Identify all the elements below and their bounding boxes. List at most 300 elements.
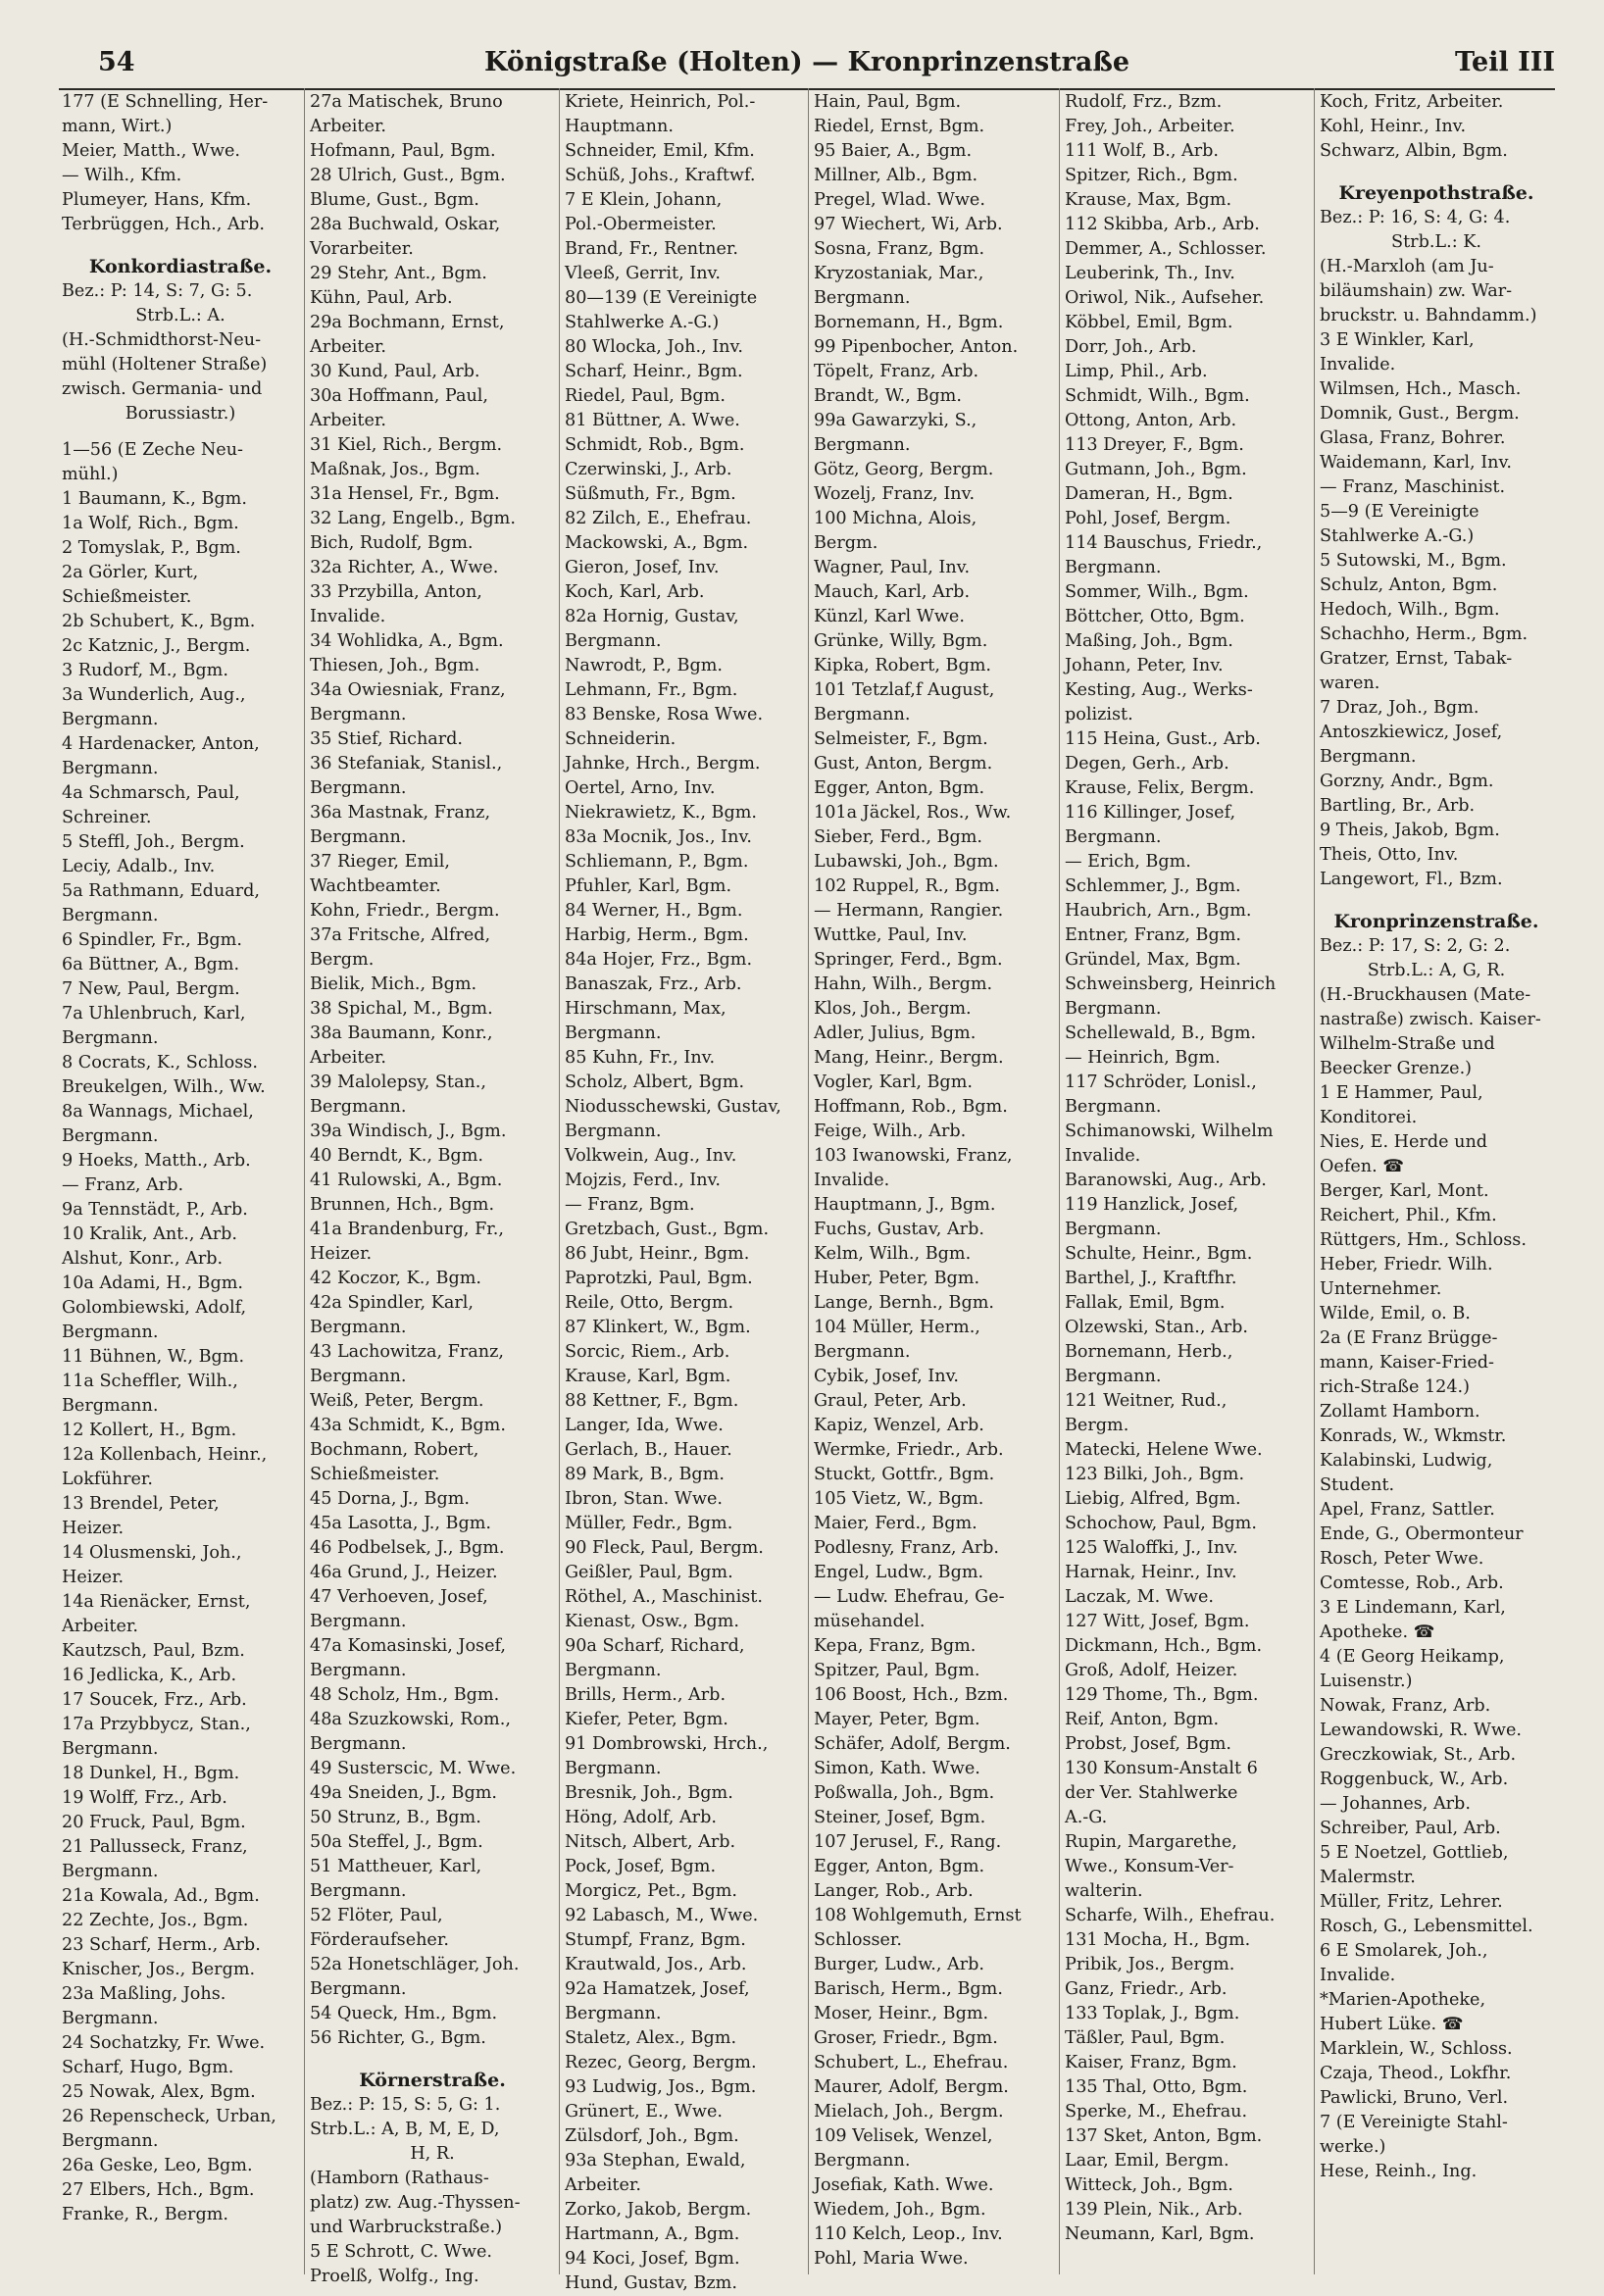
resident-entry: Leciy, Adalb., Inv. xyxy=(62,857,216,876)
resident-entry: 38a Baumann, Konr., xyxy=(310,1023,493,1043)
resident-entry: — Ludw. Ehefrau, Ge- xyxy=(814,1587,1005,1607)
resident-entry: Kryzostaniak, Mar., xyxy=(814,264,984,283)
resident-entry: Feige, Wilh., Arb. xyxy=(814,1122,967,1141)
resident-entry: Brand, Fr., Rentner. xyxy=(565,239,738,259)
resident-entry: 23 Scharf, Herm., Arb. xyxy=(62,1935,261,1955)
resident-entry: 106 Boost, Hch., Bzm. xyxy=(814,1685,1009,1705)
resident-entry: 43a Schmidt, K., Bgm. xyxy=(310,1416,506,1435)
resident-entry: Mojzis, Ferd., Inv. xyxy=(565,1171,722,1190)
resident-entry: Springer, Ferd., Bgm. xyxy=(814,950,1003,970)
resident-entry: Schneider, Emil, Kfm. xyxy=(565,141,755,161)
resident-entry: Bergmann. xyxy=(565,1122,662,1141)
resident-entry: Wachtbeamter. xyxy=(310,876,441,896)
resident-entry: 94 Koci, Josef, Bgm. xyxy=(565,2249,740,2269)
resident-entry: Selmeister, F., Bgm. xyxy=(814,729,988,749)
resident-entry: Arbeiter. xyxy=(310,411,386,430)
resident-entry: Bergmann. xyxy=(1065,999,1162,1019)
column-2 xyxy=(304,88,558,2286)
resident-entry: 12 Kollert, H., Bgm. xyxy=(62,1421,237,1440)
resident-entry: Glasa, Franz, Bohrer. xyxy=(1320,428,1506,448)
resident-entry: Knischer, Jos., Bergm. xyxy=(62,1960,256,1979)
resident-entry: Banaszak, Frz., Arb. xyxy=(565,974,742,994)
resident-entry: 45a Lasotta, J., Bgm. xyxy=(310,1514,492,1533)
resident-entry: Heber, Friedr. Wilh. xyxy=(1320,1255,1493,1274)
street-info: und Warbruckstraße.) xyxy=(310,2218,503,2237)
resident-entry: 101 Tetzlaf,f August, xyxy=(814,680,995,700)
resident-entry: Bornemann, Herb., xyxy=(1065,1342,1233,1362)
resident-entry: 114 Bauschus, Friedr., xyxy=(1065,533,1263,553)
resident-entry: 49a Sneiden, J., Bgm. xyxy=(310,1783,498,1803)
street-info: (Hamborn (Rathaus- xyxy=(310,2169,489,2188)
resident-entry: 5 Steffl, Joh., Bergm. xyxy=(62,832,245,852)
resident-entry: Bergm. xyxy=(310,950,375,970)
resident-entry: 3 E Winkler, Karl, xyxy=(1320,330,1475,350)
resident-entry: Domnik, Gust., Bergm. xyxy=(1320,404,1520,424)
resident-entry: 3 Rudorf, M., Bgm. xyxy=(62,661,228,680)
resident-entry: 8a Wannags, Michael, xyxy=(62,1102,254,1122)
resident-entry: Köbbel, Emil, Bgm. xyxy=(1065,313,1233,332)
resident-entry: Bergmann. xyxy=(814,705,911,724)
resident-entry: Rezec, Georg, Bergm. xyxy=(565,2053,757,2072)
resident-entry: 84a Hojer, Frz., Bgm. xyxy=(565,950,753,970)
resident-entry: 40 Berndt, K., Bgm. xyxy=(310,1146,483,1166)
resident-entry: Schüß, Johs., Kraftwf. xyxy=(565,166,756,185)
resident-entry: Schochow, Paul, Bgm. xyxy=(1065,1514,1257,1533)
resident-entry: Kohl, Heinr., Inv. xyxy=(1320,117,1467,136)
street-info: Strb.L.: A, B, M, E, D, xyxy=(310,2120,500,2139)
resident-entry: 20 Fruck, Paul, Bgm. xyxy=(62,1813,246,1832)
resident-entry: Kiefer, Peter, Bgm. xyxy=(565,1710,728,1729)
resident-entry: Bergmann. xyxy=(1065,558,1162,577)
resident-entry: 11a Scheffler, Wilh., xyxy=(62,1372,238,1391)
resident-entry: 7 New, Paul, Bergm. xyxy=(62,979,240,999)
street-info: Beecker Grenze.) xyxy=(1320,1059,1473,1078)
resident-entry: Barisch, Herm., Bgm. xyxy=(814,1979,1003,1999)
resident-entry: Thiesen, Joh., Bgm. xyxy=(310,656,480,675)
resident-entry: Riedel, Paul, Bgm. xyxy=(565,386,726,406)
resident-entry: Kriete, Heinrich, Pol.- xyxy=(565,92,756,112)
resident-entry: Süßmuth, Fr., Bgm. xyxy=(565,484,736,504)
resident-entry: walterin. xyxy=(1065,1881,1143,1901)
resident-entry: Stumpf, Franz, Bgm. xyxy=(565,1930,746,1950)
resident-entry: — Franz, Bgm. xyxy=(565,1195,695,1215)
resident-entry: Bergmann. xyxy=(565,1661,662,1680)
street-info: Bez.: P: 17, S: 2, G: 2. xyxy=(1320,936,1511,956)
resident-entry: 7 E Klein, Johann, xyxy=(565,190,723,210)
resident-entry: 19 Wolff, Frz., Arb. xyxy=(62,1788,227,1808)
resident-entry: Neumann, Karl, Bgm. xyxy=(1065,2224,1255,2244)
resident-entry: Bergmann. xyxy=(310,827,407,847)
resident-entry: Haubrich, Arn., Bgm. xyxy=(1065,901,1252,921)
resident-entry: Bergmann. xyxy=(62,1028,159,1048)
resident-entry: 123 Bilki, Joh., Bgm. xyxy=(1065,1465,1245,1484)
resident-entry: 38 Spichal, M., Bgm. xyxy=(310,999,493,1019)
resident-entry: 10 Kralik, Ant., Arb. xyxy=(62,1224,237,1244)
resident-entry: — Wilh., Kfm. xyxy=(62,166,182,185)
resident-entry: Johann, Peter, Inv. xyxy=(1065,656,1224,675)
resident-entry: Adler, Julius, Bgm. xyxy=(814,1023,977,1043)
resident-entry: Bergmann. xyxy=(1065,827,1162,847)
resident-entry: 30 Kund, Paul, Arb. xyxy=(310,362,480,381)
resident-entry: Morgicz, Pet., Bgm. xyxy=(565,1881,737,1901)
resident-entry: Bergmann. xyxy=(62,906,159,925)
resident-entry: 5a Rathmann, Eduard, xyxy=(62,881,261,901)
resident-entry: 52 Flöter, Paul, xyxy=(310,1906,443,1925)
resident-entry: 4 (E Georg Heikamp, xyxy=(1320,1647,1505,1667)
resident-entry: Oriwol, Nik., Aufseher. xyxy=(1065,288,1265,308)
resident-entry: 133 Toplak, J., Bgm. xyxy=(1065,2004,1240,2023)
street-info: H, R. xyxy=(410,2144,455,2164)
resident-entry: — Franz, Maschinist. xyxy=(1320,477,1506,497)
resident-entry: Kienast, Osw., Bgm. xyxy=(565,1612,739,1631)
resident-entry: 47a Komasinski, Josef, xyxy=(310,1636,506,1656)
resident-entry: Engel, Ludw., Bgm. xyxy=(814,1563,984,1582)
resident-entry: Schulte, Heinr., Bgm. xyxy=(1065,1244,1253,1264)
street-info: bruckstr. u. Bahndamm.) xyxy=(1320,306,1537,325)
resident-entry: Rupin, Margarethe, xyxy=(1065,1832,1237,1852)
resident-entry: Jahnke, Hrch., Bergm. xyxy=(565,754,761,774)
resident-entry: 49 Susterscic, M. Wwe. xyxy=(310,1759,517,1778)
resident-entry: Bergmann. xyxy=(62,1396,159,1416)
resident-entry: Hubert Lüke. ☎ xyxy=(1320,2015,1464,2034)
resident-entry: Bielik, Mich., Bgm. xyxy=(310,974,477,994)
resident-entry: Matecki, Helene Wwe. xyxy=(1065,1440,1263,1460)
resident-entry: Pohl, Maria Wwe. xyxy=(814,2249,969,2269)
resident-entry: 5 Sutowski, M., Bgm. xyxy=(1320,551,1507,571)
resident-entry: Sommer, Wilh., Bgm. xyxy=(1065,582,1249,602)
resident-entry: Hund, Gustav, Bzm. xyxy=(565,2273,737,2293)
resident-entry: 29a Bochmann, Ernst, xyxy=(310,313,505,332)
resident-entry: 47 Verhoeven, Josef, xyxy=(310,1587,488,1607)
resident-entry: 100 Michna, Alois, xyxy=(814,509,977,528)
resident-entry: Schießmeister. xyxy=(310,1465,440,1484)
resident-entry: 82 Zilch, E., Ehefrau. xyxy=(565,509,752,528)
resident-entry: 48a Szuzkowski, Rom., xyxy=(310,1710,511,1729)
resident-entry: Kühn, Paul, Arb. xyxy=(310,288,453,308)
resident-entry: Geißler, Paul, Bgm. xyxy=(565,1563,733,1582)
resident-entry: Millner, Alb., Bgm. xyxy=(814,166,978,185)
resident-entry: Wilmsen, Hch., Masch. xyxy=(1320,379,1522,399)
resident-entry: 18 Dunkel, H., Bgm. xyxy=(62,1764,240,1783)
resident-entry: Pohl, Josef, Bergm. xyxy=(1065,509,1231,528)
resident-entry: Scharfe, Wilh., Ehefrau. xyxy=(1065,1906,1276,1925)
resident-entry: Hain, Paul, Bgm. xyxy=(814,92,962,112)
resident-entry: Schießmeister. xyxy=(62,587,192,607)
resident-entry: Nowak, Franz, Arb. xyxy=(1320,1696,1491,1716)
resident-entry: 93a Stephan, Ewald, xyxy=(565,2151,746,2171)
resident-entry: 102 Ruppel, R., Bgm. xyxy=(814,876,1000,896)
resident-entry: 103 Iwanowski, Franz, xyxy=(814,1146,1013,1166)
resident-entry: Schellewald, B., Bgm. xyxy=(1065,1023,1257,1043)
resident-entry: Schachho, Herm., Bgm. xyxy=(1320,624,1529,644)
resident-entry: Lehmann, Fr., Bgm. xyxy=(565,680,738,700)
resident-entry: 125 Waloffki, J., Inv. xyxy=(1065,1538,1238,1558)
resident-entry: 129 Thome, Th., Bgm. xyxy=(1065,1685,1259,1705)
resident-entry: 32a Richter, A., Wwe. xyxy=(310,558,499,577)
resident-entry: 26a Geske, Leo, Bgm. xyxy=(62,2156,253,2175)
resident-entry: Egger, Anton, Bgm. xyxy=(814,1857,985,1876)
resident-entry: Graul, Peter, Arb. xyxy=(814,1391,967,1411)
resident-entry: 30a Hoffmann, Paul, xyxy=(310,386,489,406)
resident-entry: Luisenstr.) xyxy=(1320,1672,1413,1691)
resident-entry: Bochmann, Robert, xyxy=(310,1440,479,1460)
resident-entry: 1—56 (E Zeche Neu- xyxy=(62,440,243,460)
resident-entry: 26 Repenscheck, Urban, xyxy=(62,2107,276,2126)
resident-entry: Rudolf, Frz., Bzm. xyxy=(1065,92,1223,112)
resident-entry: 135 Thal, Otto, Bgm. xyxy=(1065,2077,1248,2097)
resident-entry: Langer, Rob., Arb. xyxy=(814,1881,974,1901)
resident-entry: 92 Labasch, M., Wwe. xyxy=(565,1906,759,1925)
resident-entry: Förderaufseher. xyxy=(310,1930,449,1950)
resident-entry: *Marien-Apotheke, xyxy=(1320,1990,1486,2010)
resident-entry: Hedoch, Wilh., Bgm. xyxy=(1320,600,1500,620)
resident-entry: Riedel, Ernst, Bgm. xyxy=(814,117,985,136)
resident-entry: Ganz, Friedr., Arb. xyxy=(1065,1979,1228,1999)
street-info: Bez.: P: 16, S: 4, G: 4. xyxy=(1320,208,1511,227)
resident-entry: 99 Pipenbocher, Anton. xyxy=(814,337,1019,357)
resident-entry: Bergmann. xyxy=(310,778,407,798)
resident-entry: 85 Kuhn, Fr., Inv. xyxy=(565,1048,716,1068)
resident-entry: 130 Konsum-Anstalt 6 xyxy=(1065,1759,1258,1778)
resident-entry: Limp, Phil., Arb. xyxy=(1065,362,1208,381)
resident-entry: 105 Vietz, W., Bgm. xyxy=(814,1489,984,1509)
resident-entry: 101a Jäckel, Ros., Ww. xyxy=(814,803,1012,823)
resident-entry: Paprotzki, Paul, Bgm. xyxy=(565,1269,753,1288)
resident-entry: 112 Skibba, Arb., Arb. xyxy=(1065,215,1260,234)
resident-entry: Hirschmann, Max, xyxy=(565,999,727,1019)
resident-entry: 4 Hardenacker, Anton, xyxy=(62,734,260,754)
resident-entry: Breukelgen, Wilh., Ww. xyxy=(62,1077,266,1097)
resident-entry: — Hermann, Rangier. xyxy=(814,901,1004,921)
resident-entry: Bergmann. xyxy=(310,705,407,724)
resident-entry: Maßnak, Jos., Bgm. xyxy=(310,460,480,479)
resident-entry: Heizer. xyxy=(62,1519,125,1538)
resident-entry: Schlosser. xyxy=(814,1930,902,1950)
resident-entry: 39 Malolepsy, Stan., xyxy=(310,1073,486,1092)
resident-entry: 14a Rienäcker, Ernst, xyxy=(62,1592,251,1612)
resident-entry: 31 Kiel, Rich., Bergm. xyxy=(310,435,503,455)
resident-entry: Bergmann. xyxy=(62,1862,159,1881)
resident-entry: 12a Kollenbach, Heinr., xyxy=(62,1445,268,1465)
resident-entry: Invalide. xyxy=(1065,1146,1141,1166)
resident-entry: Bornemann, H., Bgm. xyxy=(814,313,1004,332)
resident-entry: Heizer. xyxy=(62,1568,125,1587)
street-info: Strb.L.: A. xyxy=(135,306,226,325)
resident-entry: Golombiewski, Adolf, xyxy=(62,1298,247,1318)
street-info: mühl (Holtener Straße) xyxy=(62,355,268,374)
resident-entry: Gutmann, Joh., Bgm. xyxy=(1065,460,1247,479)
resident-entry: Röthel, A., Maschinist. xyxy=(565,1587,763,1607)
resident-entry: polizist. xyxy=(1065,705,1133,724)
resident-entry: 111 Wolf, B., Arb. xyxy=(1065,141,1220,161)
resident-entry: rich-Straße 124.) xyxy=(1320,1377,1470,1397)
resident-entry: Fallak, Emil, Bgm. xyxy=(1065,1293,1226,1313)
resident-entry: Schliemann, P., Bgm. xyxy=(565,852,749,872)
resident-entry: Terbrüggen, Hch., Arb. xyxy=(62,215,265,234)
resident-entry: 108 Wohlgemuth, Ernst xyxy=(814,1906,1022,1925)
resident-entry: A.-G. xyxy=(1065,1808,1108,1827)
resident-entry: Pribik, Jos., Bergm. xyxy=(1065,1955,1235,1974)
resident-entry: Laar, Emil, Bergm. xyxy=(1065,2151,1229,2171)
resident-entry: 91 Dombrowski, Hrch., xyxy=(565,1734,769,1754)
column-6 xyxy=(1314,88,1556,2274)
street-heading: Konkordiastraße. xyxy=(88,256,273,277)
resident-entry: Spitzer, Paul, Bgm. xyxy=(814,1661,980,1680)
resident-entry: Franke, R., Bergm. xyxy=(62,2205,229,2224)
resident-entry: Hofmann, Paul, Bgm. xyxy=(310,141,496,161)
resident-entry: Cybik, Josef, Inv. xyxy=(814,1367,960,1386)
resident-entry: Proelß, Wolfg., Ing. xyxy=(310,2267,479,2286)
resident-entry: Mauch, Karl, Arb. xyxy=(814,582,971,602)
resident-entry: Krause, Max, Bgm. xyxy=(1065,190,1232,210)
resident-entry: Spitzer, Rich., Bgm. xyxy=(1065,166,1238,185)
column-3 xyxy=(559,88,807,2293)
resident-entry: 104 Müller, Herm., xyxy=(814,1318,980,1337)
resident-entry: 51 Mattheuer, Karl, xyxy=(310,1857,482,1876)
street-heading: Körnerstraße. xyxy=(359,2070,506,2091)
resident-entry: Bergmann. xyxy=(310,1367,407,1386)
resident-entry: Dameran, H., Bgm. xyxy=(1065,484,1233,504)
resident-entry: Bergmann. xyxy=(814,2151,911,2171)
resident-entry: 95 Baier, A., Bgm. xyxy=(814,141,973,161)
resident-entry: Frey, Joh., Arbeiter. xyxy=(1065,117,1235,136)
resident-entry: 87 Klinkert, W., Bgm. xyxy=(565,1318,751,1337)
resident-entry: 83a Mocnik, Jos., Inv. xyxy=(565,827,752,847)
resident-entry: Theis, Otto, Inv. xyxy=(1320,845,1459,865)
resident-entry: 2a Görler, Kurt, xyxy=(62,563,199,582)
resident-entry: Dickmann, Hch., Bgm. xyxy=(1065,1636,1263,1656)
resident-entry: 92a Hamatzek, Josef, xyxy=(565,1979,750,1999)
resident-entry: Bergmann. xyxy=(62,2131,159,2151)
resident-entry: 107 Jerusel, F., Rang. xyxy=(814,1832,1002,1852)
resident-entry: Bergmann. xyxy=(1065,1367,1162,1386)
resident-entry: Volkwein, Aug., Inv. xyxy=(565,1146,737,1166)
resident-entry: Rüttgers, Hm., Schloss. xyxy=(1320,1230,1527,1250)
street-info: platz) zw. Aug.-Thyssen- xyxy=(310,2193,521,2213)
resident-entry: 6 Spindler, Fr., Bgm. xyxy=(62,930,242,950)
resident-entry: Grünert, E., Wwe. xyxy=(565,2102,723,2121)
resident-entry: Böttcher, Otto, Bgm. xyxy=(1065,607,1245,626)
resident-entry: Sorcic, Riem., Arb. xyxy=(565,1342,730,1362)
resident-entry: 2c Katznic, J., Bergm. xyxy=(62,636,251,656)
resident-entry: Kalabinski, Ludwig, xyxy=(1320,1451,1493,1471)
resident-entry: Podlesny, Franz, Arb. xyxy=(814,1538,1000,1558)
resident-entry: 6a Büttner, A., Bgm. xyxy=(62,955,240,974)
resident-entry: Harnak, Heinr., Inv. xyxy=(1065,1563,1237,1582)
resident-entry: waren. xyxy=(1320,674,1380,693)
resident-entry: 22 Zechte, Jos., Bgm. xyxy=(62,1911,249,1930)
resident-entry: 28a Buchwald, Oskar, xyxy=(310,215,501,234)
resident-entry: Konditorei. xyxy=(1320,1108,1418,1127)
resident-entry: Oertel, Arno, Inv. xyxy=(565,778,716,798)
resident-entry: Rosch, Peter Wwe. xyxy=(1320,1549,1484,1569)
resident-entry: Niodusschewski, Gustav, xyxy=(565,1097,781,1117)
resident-entry: 84 Werner, H., Bgm. xyxy=(565,901,743,921)
resident-entry: Entner, Franz, Bgm. xyxy=(1065,925,1242,945)
resident-entry: Hartmann, A., Bgm. xyxy=(565,2224,740,2244)
resident-entry: Waidemann, Karl, Inv. xyxy=(1320,453,1512,473)
resident-entry: 1 E Hammer, Paul, xyxy=(1320,1083,1483,1103)
resident-entry: Schwarz, Albin, Bgm. xyxy=(1320,141,1508,161)
resident-entry: Bich, Rudolf, Bgm. xyxy=(310,533,474,553)
resident-entry: Langewort, Fl., Bzm. xyxy=(1320,870,1503,889)
resident-entry: 117 Schröder, Lonisl., xyxy=(1065,1073,1257,1092)
resident-entry: 25 Nowak, Alex, Bgm. xyxy=(62,2082,256,2102)
resident-entry: Arbeiter. xyxy=(310,117,386,136)
spacer xyxy=(57,426,302,438)
resident-entry: Kautzsch, Paul, Bzm. xyxy=(62,1641,245,1661)
resident-entry: 9 Hoeks, Matth., Arb. xyxy=(62,1151,251,1171)
resident-entry: 119 Hanzlick, Josef, xyxy=(1065,1195,1239,1215)
resident-entry: Krautwald, Jos., Arb. xyxy=(565,1955,747,1974)
resident-entry: 17 Soucek, Frz., Arb. xyxy=(62,1690,247,1710)
resident-entry: Steiner, Josef, Bgm. xyxy=(814,1808,986,1827)
resident-entry: Bergmann. xyxy=(1320,747,1417,767)
resident-entry: 31a Hensel, Fr., Bgm. xyxy=(310,484,500,504)
resident-entry: Invalide. xyxy=(814,1171,890,1190)
resident-entry: Barthel, J., Kraftfhr. xyxy=(1065,1269,1237,1288)
resident-entry: Alshut, Konr., Arb. xyxy=(62,1249,224,1269)
resident-entry: Müller, Fritz, Lehrer. xyxy=(1320,1892,1503,1912)
resident-entry: Arbeiter. xyxy=(62,1617,138,1636)
resident-entry: 36 Stefaniak, Stanisl., xyxy=(310,754,503,774)
resident-entry: Stahlwerke A.-G.) xyxy=(565,313,720,332)
resident-entry: Dorr, Joh., Arb. xyxy=(1065,337,1197,357)
resident-entry: 37 Rieger, Emil, xyxy=(310,852,450,872)
resident-entry: Zülsdorf, Joh., Bgm. xyxy=(565,2126,739,2146)
resident-entry: Gratzer, Ernst, Tabak- xyxy=(1320,649,1513,669)
resident-entry: Oefen. ☎ xyxy=(1320,1157,1405,1176)
resident-entry: 29 Stehr, Ant., Bgm. xyxy=(310,264,487,283)
resident-entry: Mayer, Peter, Bgm. xyxy=(814,1710,980,1729)
resident-entry: 21 Pallusseck, Franz, xyxy=(62,1837,248,1857)
resident-entry: 7 Draz, Joh., Bgm. xyxy=(1320,698,1479,718)
resident-entry: 23a Maßling, Johs. xyxy=(62,1984,226,2004)
resident-entry: Moser, Heinr., Bgm. xyxy=(814,2004,989,2023)
resident-entry: Weiß, Peter, Bergm. xyxy=(310,1391,484,1411)
column-5 xyxy=(1059,88,1313,2274)
street-info: biläumshain) zw. War- xyxy=(1320,281,1513,301)
resident-entry: 46a Grund, J., Heizer. xyxy=(310,1563,498,1582)
resident-entry: Reile, Otto, Bergm. xyxy=(565,1293,734,1313)
resident-entry: Bergmann. xyxy=(1065,1220,1162,1239)
resident-entry: 5 E Schrott, C. Wwe. xyxy=(310,2242,492,2262)
resident-entry: Gust, Anton, Bergm. xyxy=(814,754,993,774)
resident-entry: — Erich, Bgm. xyxy=(1065,852,1191,872)
street-heading: Kreyenpothstraße. xyxy=(1338,182,1534,204)
resident-entry: Koch, Karl, Arb. xyxy=(565,582,705,602)
resident-entry: Bergmann. xyxy=(62,710,159,729)
resident-entry: 3a Wunderlich, Aug., xyxy=(62,685,246,705)
resident-entry: Schulz, Anton, Bgm. xyxy=(1320,575,1498,595)
resident-entry: Bergmann. xyxy=(62,1323,159,1342)
resident-entry: 27a Matischek, Bruno xyxy=(310,92,503,112)
resident-entry: 42a Spindler, Karl, xyxy=(310,1293,474,1313)
resident-entry: 139 Plein, Nik., Arb. xyxy=(1065,2200,1243,2220)
resident-entry: Kohn, Friedr., Bergm. xyxy=(310,901,500,921)
resident-entry: 86 Jubt, Heinr., Bgm. xyxy=(565,1244,750,1264)
resident-entry: 13 Brendel, Peter, xyxy=(62,1494,220,1514)
page-header xyxy=(59,39,1555,90)
resident-entry: Nawrodt, P., Bgm. xyxy=(565,656,723,675)
resident-entry: Staletz, Alex., Bgm. xyxy=(565,2028,737,2048)
resident-entry: 80 Wlocka, Joh., Inv. xyxy=(565,337,743,357)
resident-entry: 33 Przybilla, Anton, xyxy=(310,582,482,602)
resident-entry: 17a Przybbycz, Stan., xyxy=(62,1715,251,1734)
street-info: Strb.L.: K. xyxy=(1391,232,1481,252)
resident-entry: Wagner, Paul, Inv. xyxy=(814,558,971,577)
street-info: (H.-Bruckhausen (Mate- xyxy=(1320,985,1531,1005)
